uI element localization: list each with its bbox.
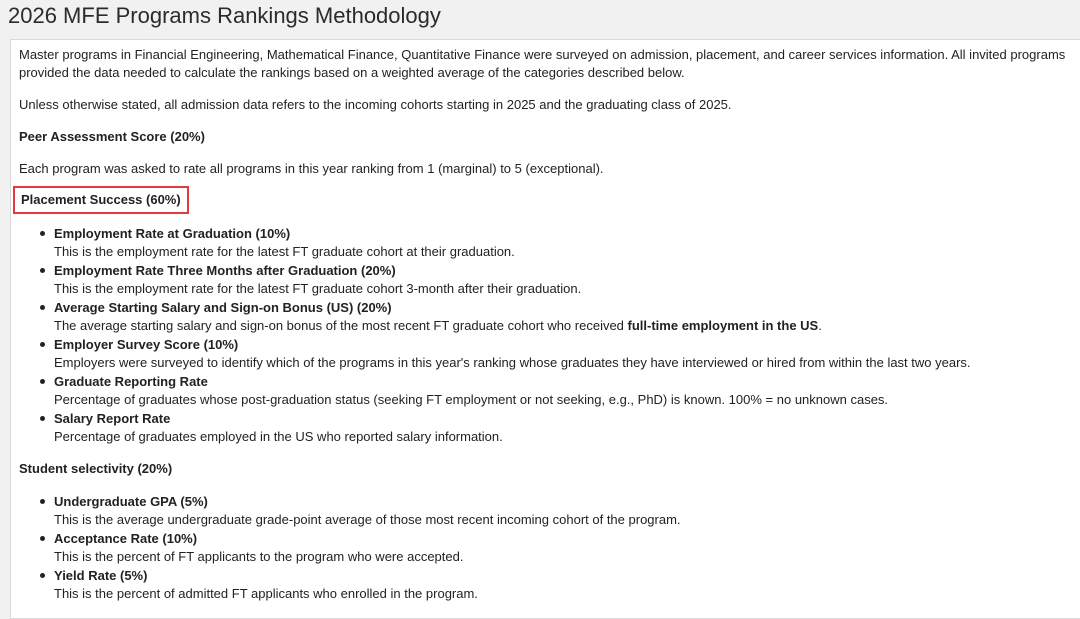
item-description-prefix: The average starting salary and sign-on bonus of the most recent FT graduate cohort who received xyxy=(54,318,628,333)
peer-assessment-heading: Peer Assessment Score (20%) xyxy=(19,129,205,144)
item-title: Yield Rate (5%) xyxy=(54,568,148,583)
item-title: Salary Report Rate xyxy=(54,411,171,426)
item-description xyxy=(54,317,971,335)
item-title: Average Starting Salary and Sign-on Bonus (US) (20%) xyxy=(54,300,392,315)
list-item xyxy=(35,409,971,446)
list-item xyxy=(35,529,681,566)
list-item xyxy=(35,298,971,335)
student-selectivity-list xyxy=(35,492,681,603)
student-selectivity-heading: Student selectivity (20%) xyxy=(19,461,173,476)
item-description-emphasis: full-time employment in the US xyxy=(627,318,819,333)
item-description-suffix: . xyxy=(818,318,822,333)
item-description: This is the percent of FT applicants to the program who were accepted. xyxy=(54,549,464,564)
list-item xyxy=(35,566,681,603)
list-item xyxy=(35,261,971,298)
methodology-content xyxy=(10,39,1080,619)
admission-data-note: Unless otherwise stated, all admission data refers to the incoming cohorts starting in 2025 and the graduating class of 2025. xyxy=(19,97,732,112)
item-description: This is the average undergraduate grade-point average of those most recent incoming cohort of the program. xyxy=(54,512,681,527)
item-title: Employment Rate at Graduation (10%) xyxy=(54,226,291,241)
item-description: This is the percent of admitted FT applicants who enrolled in the program. xyxy=(54,586,478,601)
item-description: This is the employment rate for the latest FT graduate cohort 3-month after their graduation. xyxy=(54,281,582,296)
item-description: Percentage of graduates whose post-graduation status (seeking FT employment or not seeking, e.g., PhD) is known. 100% = no unknown cases. xyxy=(54,392,889,407)
list-item xyxy=(35,492,681,529)
item-title: Graduate Reporting Rate xyxy=(54,374,208,389)
item-title: Employer Survey Score (10%) xyxy=(54,337,239,352)
list-item xyxy=(35,335,971,372)
item-title: Undergraduate GPA (5%) xyxy=(54,494,208,509)
item-description: Percentage of graduates employed in the US who reported salary information. xyxy=(54,429,503,444)
intro-paragraph: Master programs in Financial Engineering, Mathematical Finance, Quantitative Finance were surveyed on admission, placement, and career services information. All invited programs provided the data needed to calculate the rankings based on a weighted average of the categories described below. xyxy=(19,47,1066,80)
placement-success-heading: Placement Success (60%) xyxy=(13,186,189,214)
item-title: Employment Rate Three Months after Graduation (20%) xyxy=(54,263,396,278)
page-title: 2026 MFE Programs Rankings Methodology xyxy=(8,3,441,28)
item-description: Employers were surveyed to identify which of the programs in this year's ranking whose graduates they have interviewed or hired from within the last two years. xyxy=(54,355,971,370)
peer-assessment-description: Each program was asked to rate all programs in this year ranking from 1 (marginal) to 5 (exceptional). xyxy=(19,161,604,176)
item-description: This is the employment rate for the latest FT graduate cohort at their graduation. xyxy=(54,244,515,259)
list-item xyxy=(35,372,971,409)
placement-success-list xyxy=(35,224,971,446)
item-title: Acceptance Rate (10%) xyxy=(54,531,198,546)
list-item xyxy=(35,224,971,261)
